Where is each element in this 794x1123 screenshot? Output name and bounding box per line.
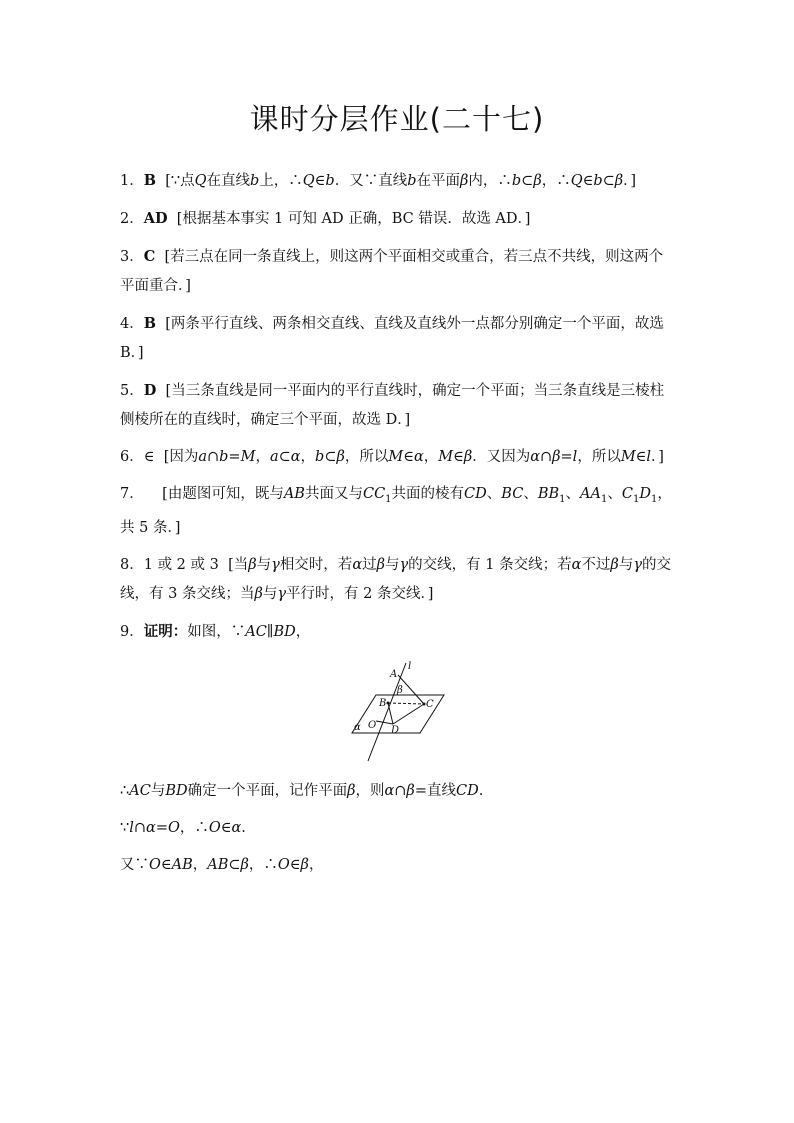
math: BD xyxy=(165,782,188,799)
planes-diagram xyxy=(348,655,458,767)
math: M∈β xyxy=(438,449,473,465)
text: 、 xyxy=(486,486,502,502)
answer-key: C xyxy=(143,248,156,265)
math: C xyxy=(621,486,633,502)
text: ．又∵直线 xyxy=(334,173,408,189)
text: 与 xyxy=(385,556,400,573)
math: CC xyxy=(362,486,386,502)
math: O∈β xyxy=(277,856,309,873)
text: 与 xyxy=(262,585,278,602)
segment-od xyxy=(376,721,393,724)
proof-line-2 xyxy=(120,814,676,843)
answer-2 xyxy=(120,204,676,234)
point-b xyxy=(387,701,390,704)
answer-text: [若三点在同一条直线上，则这两个平面相交或重合，若三点不共线，则这两个平面重合．] xyxy=(120,249,664,294)
answer-number: 4． xyxy=(120,316,144,332)
text: 与 xyxy=(150,782,166,799)
subscript: 1 xyxy=(559,493,566,505)
geometry-figure xyxy=(120,655,676,775)
answer-text: [两条平行直线、两条相交直线、直线及直线外一点都分别确定一个平面，故选 B．] xyxy=(120,316,664,361)
text: ，所以 xyxy=(344,449,389,465)
math: γ xyxy=(277,585,287,602)
text: ．又因为 xyxy=(472,449,531,465)
segment-bd xyxy=(388,703,393,724)
text: ， xyxy=(308,856,324,873)
text: ．] xyxy=(623,173,637,189)
text: 与 xyxy=(618,556,634,573)
math: l∩α=O xyxy=(129,819,180,836)
answer-key: 1 或 2 或 3 xyxy=(143,556,219,573)
answer-number: 5． xyxy=(120,383,144,399)
answer-content xyxy=(120,166,676,888)
math: D xyxy=(639,486,651,502)
text: 在直线 xyxy=(206,173,250,189)
text: 又∵ xyxy=(120,856,149,873)
math: BC xyxy=(501,486,524,502)
label-beta: β xyxy=(397,684,403,696)
math: b⊂β xyxy=(511,173,542,189)
page-title: 课时分层作业(二十七) xyxy=(249,102,545,136)
text: 、 xyxy=(523,486,538,502)
text: 过 xyxy=(362,556,377,573)
math: α xyxy=(571,556,582,573)
text: 平行时，有 2 条交线．] xyxy=(286,585,434,602)
math: α xyxy=(352,556,363,573)
text: 、 xyxy=(565,486,580,502)
text: ，共 5 条．] xyxy=(120,486,672,536)
answer-text: [当三条直线是同一平面内的平行直线时，确定一个平面；当三条直线是三棱柱侧棱所在的直线时，确定三个平面，故选 D．] xyxy=(120,383,665,428)
answer-number: 8． xyxy=(120,556,144,573)
text: 共面的棱有 xyxy=(391,486,465,502)
math: BB xyxy=(537,486,560,502)
text: 上，∴ xyxy=(259,173,303,189)
answer-6 xyxy=(120,443,676,472)
answer-number: 2． xyxy=(120,211,144,227)
text: [由题图可知，既与 xyxy=(162,486,284,502)
math: β xyxy=(248,556,257,573)
answer-key: D xyxy=(143,382,157,399)
text: ，∴ xyxy=(179,819,209,836)
math: AA xyxy=(580,486,601,502)
math: β xyxy=(610,556,619,573)
math: α∩β=l xyxy=(530,449,578,465)
text: 与 xyxy=(256,556,272,573)
math: O∈AB xyxy=(149,856,193,873)
label-l: l xyxy=(408,660,412,672)
text: ， xyxy=(423,449,439,465)
text: ， xyxy=(300,449,316,465)
math: β xyxy=(254,585,263,602)
text: 的交线，有 3 条交线；当 xyxy=(120,556,671,602)
math: AB xyxy=(283,486,305,502)
math: CD xyxy=(455,782,479,799)
text: ，所以 xyxy=(577,449,621,465)
proof-label: 证明： xyxy=(143,622,188,640)
math: M∈l xyxy=(620,449,652,465)
answer-key: B xyxy=(143,172,156,189)
math: β xyxy=(347,782,356,799)
subscript: 1 xyxy=(600,493,608,505)
answer-4 xyxy=(120,309,676,368)
answer-8 xyxy=(120,551,676,609)
answer-key: B xyxy=(143,315,156,332)
label-alpha: α xyxy=(354,721,361,733)
math: AC∥BD xyxy=(245,623,296,640)
text: . xyxy=(241,819,246,836)
text: . xyxy=(478,782,484,799)
answer-1 xyxy=(120,166,676,196)
math: b xyxy=(250,173,260,189)
answer-key: AD xyxy=(143,210,168,227)
label-a: A xyxy=(390,668,398,680)
answer-key: ∈ xyxy=(143,449,155,465)
math: γ xyxy=(399,556,409,573)
subscript: 1 xyxy=(632,493,640,505)
answer-3 xyxy=(120,242,676,301)
text: 共面又与 xyxy=(304,486,363,502)
text: ，∴ xyxy=(248,856,278,873)
math: b⊂β xyxy=(315,449,345,465)
text: ， xyxy=(192,856,208,873)
math: α∩β xyxy=(384,782,415,799)
math: M∈α xyxy=(388,449,424,465)
answer-number: 1． xyxy=(120,173,144,189)
answer-7 xyxy=(120,480,676,543)
answer-number: 7． xyxy=(120,486,144,502)
math: O∈α xyxy=(208,819,242,836)
math: β xyxy=(460,173,469,189)
text: [当 xyxy=(228,556,249,573)
math: Q∈b⊂β xyxy=(570,173,624,189)
subscript: 1 xyxy=(650,493,658,505)
text: ， xyxy=(295,623,311,640)
label-d: D xyxy=(391,724,400,736)
segment-dc xyxy=(393,704,424,724)
answer-text: [根据基本事实 1 可知 AD 正确，BC 错误．故选 AD．] xyxy=(176,211,531,227)
text: ∵ xyxy=(120,819,130,836)
answer-number: 9． xyxy=(120,623,144,640)
text: 相交时，若 xyxy=(279,556,353,573)
answer-5 xyxy=(120,376,676,435)
text: [因为 xyxy=(163,449,199,465)
text: ，则 xyxy=(355,782,385,799)
math: b xyxy=(407,173,417,189)
proof-line-3 xyxy=(120,851,676,880)
answer-number: 6． xyxy=(120,449,144,465)
text: 如图，∵ xyxy=(187,623,246,640)
math: CD xyxy=(464,486,487,502)
subscript: 1 xyxy=(385,493,392,505)
text: ， xyxy=(255,449,270,465)
text: 内，∴ xyxy=(468,173,512,189)
label-b: B xyxy=(379,697,387,709)
text: ∴ xyxy=(120,782,130,799)
math: a⊂α xyxy=(269,449,301,465)
math: Q xyxy=(194,173,207,189)
text: ，∴ xyxy=(541,173,571,189)
math: β xyxy=(376,556,385,573)
proof-line-1 xyxy=(120,777,676,806)
text: =直线 xyxy=(414,782,456,799)
text: [∵点 xyxy=(165,173,195,189)
math: AB⊂β xyxy=(207,856,249,873)
math: a∩b=M xyxy=(198,449,256,465)
answer-number: 3． xyxy=(120,249,144,265)
text: 的交线，有 1 条交线；若 xyxy=(408,556,572,573)
text: 、 xyxy=(607,486,622,502)
text: 在平面 xyxy=(416,173,460,189)
label-c: C xyxy=(426,698,434,710)
text: 不过 xyxy=(581,556,611,573)
proof-9-intro xyxy=(120,617,676,647)
label-o: O xyxy=(368,719,377,731)
text: 确定一个平面，记作平面 xyxy=(187,782,348,799)
math: γ xyxy=(271,556,280,573)
segment-bc-dashed xyxy=(388,703,424,704)
math: AC xyxy=(129,782,151,799)
math: γ xyxy=(633,556,642,573)
math: Q∈b xyxy=(302,173,335,189)
text: ．] xyxy=(651,449,664,465)
